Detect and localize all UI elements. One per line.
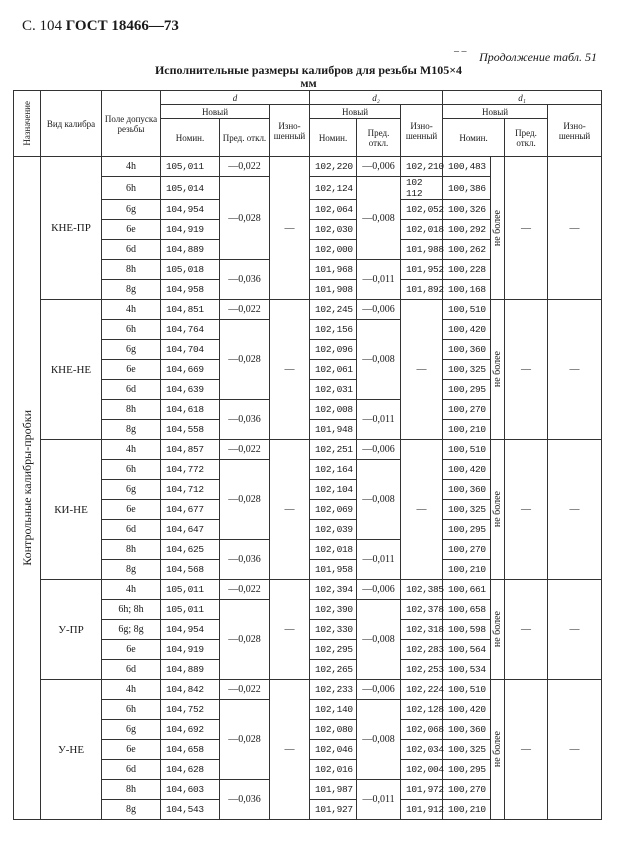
d1-nominal-cell: 100,210 xyxy=(443,560,491,580)
col-d2-nominal: Номин. xyxy=(310,119,357,157)
d1-worn-cell: — xyxy=(548,157,602,300)
d1-worn-cell: — xyxy=(548,300,602,440)
d2-deviation-cell: —0,008 xyxy=(357,177,401,260)
tolerance-cell: 6g xyxy=(102,720,161,740)
d1-worn-cell: — xyxy=(548,580,602,680)
d1-limit-cell: — xyxy=(505,580,548,680)
dash-mark: – – xyxy=(454,46,467,57)
d1-nominal-cell: 100,270 xyxy=(443,540,491,560)
d2-nominal-cell: 102,008 xyxy=(310,400,357,420)
d1-nominal-cell: 100,564 xyxy=(443,640,491,660)
d-nominal-cell: 104,639 xyxy=(161,380,220,400)
page-number: С. 104 xyxy=(22,18,63,34)
d-nominal-cell: 104,919 xyxy=(161,640,220,660)
col-d: d xyxy=(161,91,310,105)
gauge-type-cell: КНЕ-НЕ xyxy=(41,300,102,440)
d-nominal-cell: 104,772 xyxy=(161,460,220,480)
d2-nominal-cell: 102,390 xyxy=(310,600,357,620)
d2-deviation-cell: —0,008 xyxy=(357,600,401,680)
tolerance-cell: 8g xyxy=(102,280,161,300)
d1-nominal-cell: 100,295 xyxy=(443,380,491,400)
d-nominal-cell: 104,647 xyxy=(161,520,220,540)
d2-nominal-cell: 102,104 xyxy=(310,480,357,500)
d2-nominal-cell: 101,958 xyxy=(310,560,357,580)
tolerance-cell: 6e xyxy=(102,220,161,240)
d-nominal-cell: 104,919 xyxy=(161,220,220,240)
gauge-dimensions-table xyxy=(13,90,602,820)
d-deviation-cell: —0,022 xyxy=(220,300,270,320)
tolerance-cell: 6g xyxy=(102,340,161,360)
d-nominal-cell: 104,677 xyxy=(161,500,220,520)
not-more-text: не более xyxy=(492,491,504,528)
d2-nominal-cell: 102,156 xyxy=(310,320,357,340)
not-more-cell xyxy=(491,680,505,820)
d2-worn-cell: 101,952 xyxy=(401,260,443,280)
tolerance-cell: 6d xyxy=(102,240,161,260)
d2-nominal-cell: 102,000 xyxy=(310,240,357,260)
d-nominal-cell: 104,628 xyxy=(161,760,220,780)
d1-nominal-cell: 100,510 xyxy=(443,680,491,700)
d1-limit-cell: — xyxy=(505,157,548,300)
tolerance-cell: 6e xyxy=(102,740,161,760)
d2-nominal-cell: 102,016 xyxy=(310,760,357,780)
d2-nominal-cell: 102,295 xyxy=(310,640,357,660)
tolerance-cell: 6h xyxy=(102,460,161,480)
d-deviation-cell: —0,028 xyxy=(220,600,270,680)
d-nominal-cell: 104,568 xyxy=(161,560,220,580)
d1-nominal-cell: 100,295 xyxy=(443,520,491,540)
d1-nominal-cell: 100,420 xyxy=(443,700,491,720)
d-deviation-cell: —0,022 xyxy=(220,157,270,177)
d2-worn-cell: 101,972 xyxy=(401,780,443,800)
table-title-line1: Исполнительные размеры калибров для резьбы М105×4 xyxy=(154,63,463,77)
d2-nominal-cell: 102,265 xyxy=(310,660,357,680)
d-nominal-cell: 105,011 xyxy=(161,157,220,177)
gauge-type-cell: КИ-НЕ xyxy=(41,440,102,580)
d2-deviation-cell: —0,006 xyxy=(357,300,401,320)
d2-nominal-cell: 102,046 xyxy=(310,740,357,760)
d1-nominal-cell: 100,326 xyxy=(443,200,491,220)
tolerance-cell: 8h xyxy=(102,400,161,420)
d-nominal-cell: 105,014 xyxy=(161,177,220,200)
d-deviation-cell: —0,022 xyxy=(220,580,270,600)
tolerance-cell: 4h xyxy=(102,300,161,320)
d-nominal-cell: 104,603 xyxy=(161,780,220,800)
d1-nominal-cell: 100,420 xyxy=(443,320,491,340)
d1-nominal-cell: 100,325 xyxy=(443,500,491,520)
d-worn-cell: — xyxy=(270,440,310,580)
col-d2-limit: Пред. откл. xyxy=(357,119,401,157)
d2-worn-cell: — xyxy=(401,440,443,580)
d1-nominal-cell: 100,325 xyxy=(443,360,491,380)
d2-nominal-cell: 101,987 xyxy=(310,780,357,800)
d-deviation-cell: —0,028 xyxy=(220,460,270,540)
gauge-type-cell: У-НЕ xyxy=(41,680,102,820)
d-worn-cell: — xyxy=(270,680,310,820)
d2-worn-cell: 101,912 xyxy=(401,800,443,820)
side-label-text: Контрольные калибры-пробки xyxy=(19,410,34,566)
d2-worn-cell: 101,988 xyxy=(401,240,443,260)
d-deviation-cell: —0,036 xyxy=(220,400,270,440)
d2-worn-cell: 102,034 xyxy=(401,740,443,760)
d1-nominal-cell: 100,661 xyxy=(443,580,491,600)
table-row xyxy=(14,300,602,320)
d1-nominal-cell: 100,420 xyxy=(443,460,491,480)
d-worn-cell: — xyxy=(270,157,310,300)
d1-nominal-cell: 100,360 xyxy=(443,720,491,740)
d2-worn-cell: 102 112 xyxy=(401,177,443,200)
d1-nominal-cell: 100,360 xyxy=(443,340,491,360)
d1-nominal-cell: 100,210 xyxy=(443,420,491,440)
not-more-cell xyxy=(491,580,505,680)
d-deviation-cell: —0,036 xyxy=(220,540,270,580)
d1-nominal-cell: 100,386 xyxy=(443,177,491,200)
d-nominal-cell: 104,842 xyxy=(161,680,220,700)
d-deviation-cell: —0,036 xyxy=(220,260,270,300)
d1-limit-cell: — xyxy=(505,300,548,440)
d2-deviation-cell: —0,008 xyxy=(357,320,401,400)
d1-nominal-cell: 100,598 xyxy=(443,620,491,640)
continuation-label: Продолжение табл. 51 xyxy=(479,50,597,64)
d1-nominal-cell: 100,262 xyxy=(443,240,491,260)
d2-nominal-cell: 102,061 xyxy=(310,360,357,380)
tolerance-cell: 6g; 8g xyxy=(102,620,161,640)
tolerance-cell: 4h xyxy=(102,157,161,177)
tolerance-cell: 8h xyxy=(102,260,161,280)
d-nominal-cell: 105,011 xyxy=(161,600,220,620)
d-deviation-cell: —0,022 xyxy=(220,440,270,460)
d-nominal-cell: 105,011 xyxy=(161,580,220,600)
not-more-text: не более xyxy=(492,731,504,768)
d2-deviation-cell: —0,011 xyxy=(357,540,401,580)
d1-nominal-cell: 100,360 xyxy=(443,480,491,500)
d-nominal-cell: 104,712 xyxy=(161,480,220,500)
tolerance-cell: 8g xyxy=(102,420,161,440)
table-row xyxy=(14,440,602,460)
side-label xyxy=(14,157,41,820)
d-nominal-cell: 104,889 xyxy=(161,240,220,260)
d2-nominal-cell: 102,394 xyxy=(310,580,357,600)
col-d1-limit: Пред. откл. xyxy=(505,119,548,157)
d-nominal-cell: 104,543 xyxy=(161,800,220,820)
col-d1-worn: Изно-шенный xyxy=(548,105,602,157)
not-more-cell xyxy=(491,300,505,440)
d-deviation-cell: —0,028 xyxy=(220,700,270,780)
d2-nominal-cell: 102,018 xyxy=(310,540,357,560)
d1-nominal-cell: 100,510 xyxy=(443,300,491,320)
d2-nominal-cell: 102,064 xyxy=(310,200,357,220)
d2-deviation-cell: —0,011 xyxy=(357,400,401,440)
tolerance-cell: 4h xyxy=(102,580,161,600)
d2-nominal-cell: 102,251 xyxy=(310,440,357,460)
d2-worn-cell: 102,018 xyxy=(401,220,443,240)
tolerance-cell: 6d xyxy=(102,660,161,680)
d2-nominal-cell: 102,030 xyxy=(310,220,357,240)
d2-worn-cell: 102,378 xyxy=(401,600,443,620)
standard-name: ГОСТ 18466—73 xyxy=(65,18,179,34)
not-more-text: не более xyxy=(492,611,504,648)
tolerance-cell: 6d xyxy=(102,760,161,780)
d2-nominal-cell: 102,220 xyxy=(310,157,357,177)
d2-worn-cell: 102,385 xyxy=(401,580,443,600)
page-header xyxy=(22,18,179,35)
table-row xyxy=(14,680,602,700)
d-nominal-cell: 105,018 xyxy=(161,260,220,280)
d2-nominal-cell: 101,968 xyxy=(310,260,357,280)
col-tolerance-field: Поле допуска резьбы xyxy=(102,91,161,157)
d-nominal-cell: 104,889 xyxy=(161,660,220,680)
tolerance-cell: 8g xyxy=(102,560,161,580)
d-nominal-cell: 104,558 xyxy=(161,420,220,440)
not-more-cell xyxy=(491,157,505,300)
col-d-worn: Изно-шенный xyxy=(270,105,310,157)
d-nominal-cell: 104,752 xyxy=(161,700,220,720)
d2-nominal-cell: 102,069 xyxy=(310,500,357,520)
d-worn-cell: — xyxy=(270,580,310,680)
d1-nominal-cell: 100,210 xyxy=(443,800,491,820)
d2-nominal-cell: 102,039 xyxy=(310,520,357,540)
d2-nominal-cell: 101,927 xyxy=(310,800,357,820)
gauge-type-cell: У-ПР xyxy=(41,580,102,680)
tolerance-cell: 6h; 8h xyxy=(102,600,161,620)
d1-nominal-cell: 100,510 xyxy=(443,440,491,460)
col-d-nominal: Номин. xyxy=(161,119,220,157)
d-nominal-cell: 104,958 xyxy=(161,280,220,300)
tolerance-cell: 6h xyxy=(102,177,161,200)
d2-deviation-cell: —0,006 xyxy=(357,157,401,177)
d2-nominal-cell: 102,233 xyxy=(310,680,357,700)
d2-worn-cell: 102,318 xyxy=(401,620,443,640)
table-row xyxy=(14,157,602,177)
d-nominal-cell: 104,851 xyxy=(161,300,220,320)
col-d1-nominal: Номин. xyxy=(443,119,505,157)
d1-nominal-cell: 100,292 xyxy=(443,220,491,240)
d1-nominal-cell: 100,483 xyxy=(443,157,491,177)
d1-nominal-cell: 100,295 xyxy=(443,760,491,780)
d2-nominal-cell: 102,164 xyxy=(310,460,357,480)
d-nominal-cell: 104,857 xyxy=(161,440,220,460)
d-nominal-cell: 104,692 xyxy=(161,720,220,740)
col-gauge-type: Вид калибра xyxy=(41,91,102,157)
d1-limit-cell: — xyxy=(505,440,548,580)
table-row xyxy=(14,580,602,600)
d-nominal-cell: 104,954 xyxy=(161,620,220,640)
d-deviation-cell: —0,028 xyxy=(220,320,270,400)
tolerance-cell: 4h xyxy=(102,680,161,700)
d2-deviation-cell: —0,008 xyxy=(357,700,401,780)
col-d-limit: Пред. откл. xyxy=(220,119,270,157)
d2-worn-cell: — xyxy=(401,300,443,440)
d-deviation-cell: —0,036 xyxy=(220,780,270,820)
d2-worn-cell: 102,052 xyxy=(401,200,443,220)
d2-worn-cell: 101,892 xyxy=(401,280,443,300)
d2-worn-cell: 102,004 xyxy=(401,760,443,780)
d2-nominal-cell: 102,031 xyxy=(310,380,357,400)
d2-nominal-cell: 102,330 xyxy=(310,620,357,640)
d2-worn-cell: 102,210 xyxy=(401,157,443,177)
col-d1: d₁ xyxy=(443,91,602,105)
tolerance-cell: 6g xyxy=(102,480,161,500)
d2-deviation-cell: —0,011 xyxy=(357,260,401,300)
table-title-units: мм xyxy=(300,76,317,90)
d2-deviation-cell: —0,006 xyxy=(357,440,401,460)
d2-worn-cell: 102,224 xyxy=(401,680,443,700)
tolerance-cell: 6d xyxy=(102,520,161,540)
d-nominal-cell: 104,625 xyxy=(161,540,220,560)
d2-worn-cell: 102,283 xyxy=(401,640,443,660)
d2-deviation-cell: —0,006 xyxy=(357,580,401,600)
d2-nominal-cell: 101,948 xyxy=(310,420,357,440)
d1-nominal-cell: 100,168 xyxy=(443,280,491,300)
d-nominal-cell: 104,764 xyxy=(161,320,220,340)
col-d2: d₂ xyxy=(310,91,443,105)
d-worn-cell: — xyxy=(270,300,310,440)
d1-nominal-cell: 100,270 xyxy=(443,780,491,800)
col-d1-new: Новый xyxy=(443,105,548,119)
d1-nominal-cell: 100,325 xyxy=(443,740,491,760)
d2-nominal-cell: 102,080 xyxy=(310,720,357,740)
col-purpose: Назначение xyxy=(14,91,41,157)
tolerance-cell: 6h xyxy=(102,700,161,720)
not-more-cell xyxy=(491,440,505,580)
tolerance-cell: 6e xyxy=(102,640,161,660)
d-deviation-cell: —0,022 xyxy=(220,680,270,700)
d-deviation-cell: —0,028 xyxy=(220,177,270,260)
d2-nominal-cell: 102,124 xyxy=(310,177,357,200)
tolerance-cell: 8g xyxy=(102,800,161,820)
tolerance-cell: 4h xyxy=(102,440,161,460)
d2-deviation-cell: —0,006 xyxy=(357,680,401,700)
tolerance-cell: 8h xyxy=(102,540,161,560)
gauge-type-cell: КНЕ-ПР xyxy=(41,157,102,300)
d2-nominal-cell: 101,908 xyxy=(310,280,357,300)
tolerance-cell: 6g xyxy=(102,200,161,220)
d1-worn-cell: — xyxy=(548,680,602,820)
d1-nominal-cell: 100,270 xyxy=(443,400,491,420)
tolerance-cell: 6h xyxy=(102,320,161,340)
d-nominal-cell: 104,658 xyxy=(161,740,220,760)
not-more-text: не более xyxy=(492,209,504,247)
d2-nominal-cell: 102,096 xyxy=(310,340,357,360)
tolerance-cell: 6e xyxy=(102,360,161,380)
d1-nominal-cell: 100,658 xyxy=(443,600,491,620)
d2-worn-cell: 102,068 xyxy=(401,720,443,740)
d2-worn-cell: 102,253 xyxy=(401,660,443,680)
d1-limit-cell: — xyxy=(505,680,548,820)
d2-nominal-cell: 102,140 xyxy=(310,700,357,720)
d-nominal-cell: 104,954 xyxy=(161,200,220,220)
d1-nominal-cell: 100,228 xyxy=(443,260,491,280)
d2-deviation-cell: —0,008 xyxy=(357,460,401,540)
table-title xyxy=(0,64,617,90)
d-nominal-cell: 104,618 xyxy=(161,400,220,420)
tolerance-cell: 6d xyxy=(102,380,161,400)
d1-worn-cell: — xyxy=(548,440,602,580)
col-d2-new: Новый xyxy=(310,105,401,119)
d-nominal-cell: 104,669 xyxy=(161,360,220,380)
d-nominal-cell: 104,704 xyxy=(161,340,220,360)
d2-nominal-cell: 102,245 xyxy=(310,300,357,320)
not-more-text: не более xyxy=(492,351,504,388)
d1-nominal-cell: 100,534 xyxy=(443,660,491,680)
col-d-new: Новый xyxy=(161,105,270,119)
tolerance-cell: 6e xyxy=(102,500,161,520)
d2-deviation-cell: —0,011 xyxy=(357,780,401,820)
tolerance-cell: 8h xyxy=(102,780,161,800)
col-d2-worn: Изно-шенный xyxy=(401,105,443,157)
d2-worn-cell: 102,128 xyxy=(401,700,443,720)
